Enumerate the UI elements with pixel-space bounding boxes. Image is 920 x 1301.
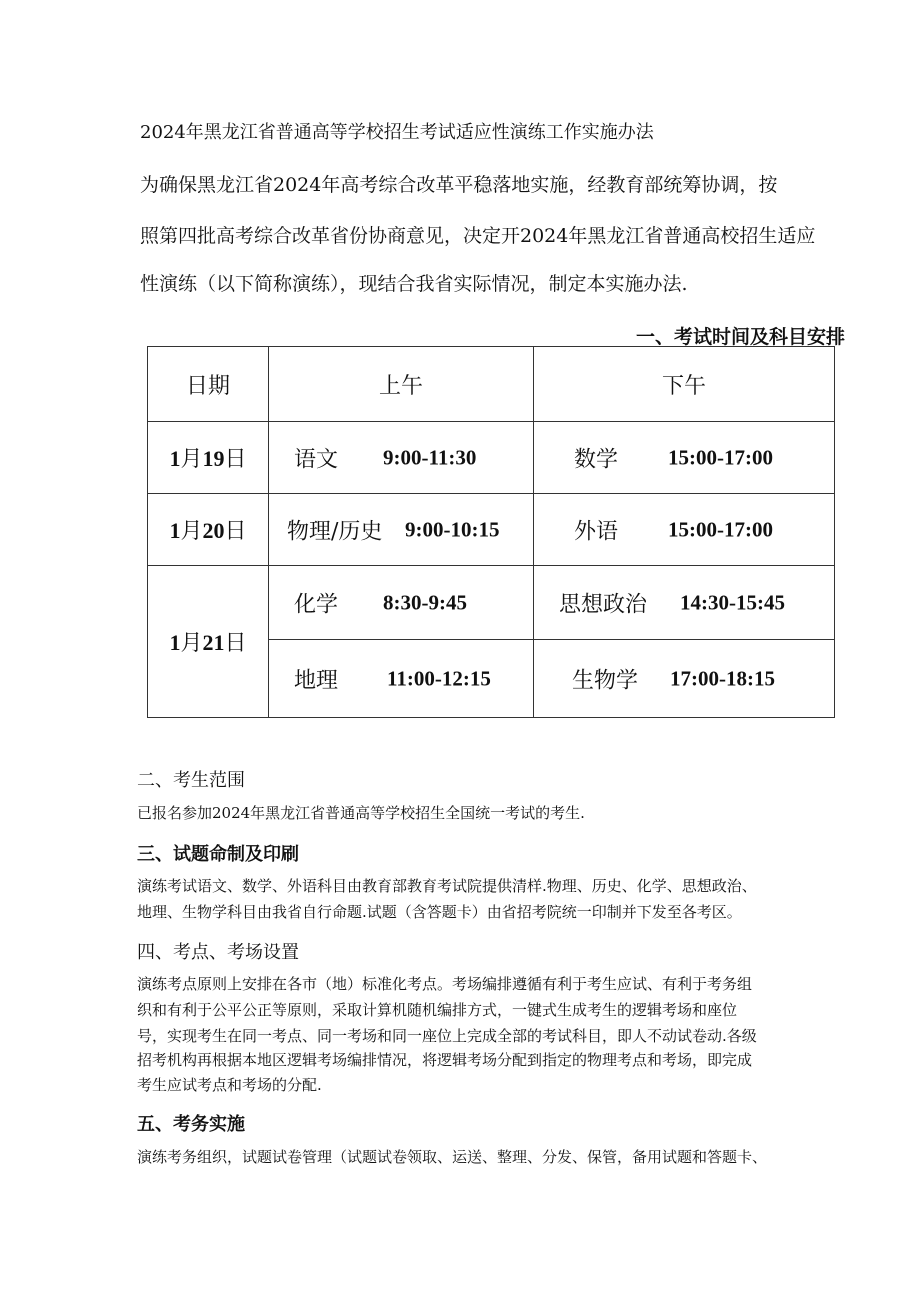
time-physics-history: 9:00-10:15 [405,517,500,541]
document-title: 2024年黑龙江省普通高等学校招生考试适应性演练工作实施办法 [140,122,654,143]
intro-line-1: 为确保黑龙江省2024年高考综合改革平稳落地实施，经教育部统筹协调，按 [140,174,778,196]
section4-heading: 四、考点、考场设置 [137,942,299,963]
subject-foreign-language: 外语 [574,519,619,544]
subject-chinese: 语文 [294,447,339,472]
subject-biology: 生物学 [572,668,639,693]
am-cell-jan21-a [269,566,534,640]
am-cell-jan20 [269,494,534,566]
schedule-row-jan19 [148,422,835,494]
time-math: 15:00-17:00 [668,445,773,469]
am-cell-jan21-b [269,640,534,718]
section2-text: 已报名参加2024年黑龙江省普通高等学校招生全国统一考试的考生. [137,804,585,822]
date-cell-jan19: 1月19日 [148,422,269,494]
section5-line-1: 演练考务组织，试题试卷管理（试题试卷领取、运送、整理、分发、保管，备用试题和答题卡、 [137,1148,768,1166]
time-geography: 11:00-12:15 [387,666,491,690]
intro-line-2: 照第四批高考综合改革省份协商意见，决定开2024年黑龙江省普通高校招生适应 [140,225,816,247]
section4-line-3: 号，实现考生在同一考点、同一考场和同一座位上完成全部的考试科目，即人不动试卷动.各级 [137,1027,757,1045]
date-cell-jan20: 1月20日 [148,494,269,566]
time-chinese: 9:00-11:30 [383,445,477,469]
pm-cell-jan21-b [534,640,835,718]
section3-line-2: 地理、生物学科目由我省自行命题.试题（含答题卡）由省招考院统一印制并下发至各考区。 [137,903,742,921]
section2-heading: 二、考生范围 [137,770,245,791]
schedule-header-row [148,347,835,422]
section4-line-1: 演练考点原则上安排在各市（地）标准化考点。考场编排遵循有利于考生应试、有利于考务组 [137,975,753,993]
pm-cell-jan19 [534,422,835,494]
section1-heading: 一、考试时间及科目安排 [635,326,845,348]
time-biology: 17:00-18:15 [670,666,775,690]
intro-line-3: 性演练（以下简称演练），现结合我省实际情况，制定本实施办法. [140,273,688,295]
schedule-table [147,346,835,718]
date-cell-jan21: 1月21日 [148,566,269,718]
schedule-row-jan20 [148,494,835,566]
section5-heading: 五、考务实施 [137,1114,245,1135]
subject-geography: 地理 [294,668,339,693]
am-cell-jan19 [269,422,534,494]
time-chemistry: 8:30-9:45 [383,590,467,614]
schedule-row-jan21-a [148,566,835,640]
subject-math: 数学 [574,447,619,472]
header-afternoon: 下午 [534,347,835,422]
time-foreign-language: 15:00-17:00 [668,517,773,541]
section4-line-4: 招考机构再根据本地区逻辑考场编排情况，将逻辑考场分配到指定的物理考点和考场，即完成 [137,1051,753,1069]
section3-heading: 三、试题命制及印刷 [137,844,299,865]
subject-chemistry: 化学 [294,592,339,617]
header-morning: 上午 [269,347,534,422]
subject-politics: 思想政治 [559,592,648,617]
pm-cell-jan21-a [534,566,835,640]
subject-physics-history: 物理/历史 [287,519,383,544]
section4-line-2: 织和有利于公平公正等原则，采取计算机随机编排方式，一键式生成考生的逻辑考场和座位 [137,1001,738,1019]
header-date: 日期 [148,347,269,422]
section4-line-5: 考生应试考点和考场的分配. [137,1076,322,1094]
time-politics: 14:30-15:45 [680,590,785,614]
section3-line-1: 演练考试语文、数学、外语科目由教育部教育考试院提供清样.物理、历史、化学、思想政治、 [137,877,757,895]
pm-cell-jan20 [534,494,835,566]
